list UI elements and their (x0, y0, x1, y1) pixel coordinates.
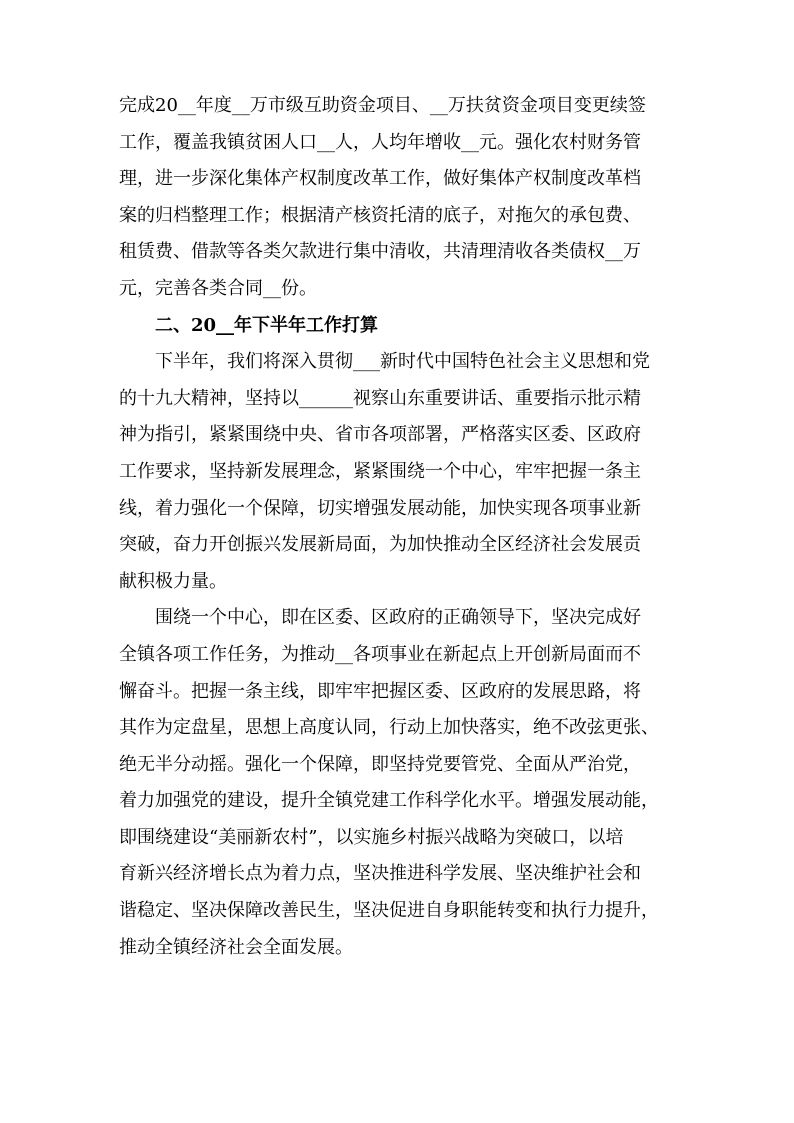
text-line: 理，进一步深化集体产权制度改革工作，做好集体产权制度改革档 (119, 168, 641, 190)
text-line: 线，着力强化一个保障，切实增强发展动能，加快实现各项事业新 (119, 497, 641, 519)
text-line: 围绕一个中心，即在区委、区政府的正确领导下，坚决完成好 (119, 607, 641, 629)
text-line: 的十九大精神，坚持以______视察山东重要讲话、重要指示批示精 (119, 387, 641, 409)
text-line: 懈奋斗。把握一条主线，即牢牢把握区委、区政府的发展思路，将 (119, 680, 641, 702)
text-line: 案的归档整理工作；根据清产核资托清的底子，对拖欠的承包费、 (119, 204, 641, 226)
text-line: 工作要求，坚持新发展理念，紧紧围绕一个中心，牢牢把握一条主 (119, 460, 641, 482)
text-line: 推动全镇经济社会全面发展。 (119, 936, 353, 958)
text-line: 其作为定盘星，思想上高度认同，行动上加快落实，绝不改弦更张、 (119, 717, 659, 739)
text-line: 租赁费、借款等各类欠款进行集中清收，共清理清收各类债权__万 (119, 241, 641, 263)
document-body (119, 88, 685, 966)
text-line: 献积极力量。 (119, 570, 227, 592)
text-line: 元，完善各类合同__份。 (119, 277, 317, 299)
text-line: 谐稳定、坚决保障改善民生，坚决促进自身职能转变和执行力提升， (119, 900, 659, 922)
text-line: 突破，奋力开创振兴发展新局面，为加快推动全区经济社会发展贡 (119, 534, 641, 556)
text-line: 育新兴经济增长点为着力点，坚决推进科学发展、坚决维护社会和 (119, 863, 641, 885)
text-line: 即围绕建设“美丽新农村”，以实施乡村振兴战略为突破口，以培 (119, 826, 624, 848)
text-line: 绝无半分动摇。强化一个保障，即坚持党要管党、全面从严治党， (119, 753, 641, 775)
text-line: 神为指引，紧紧围绕中央、省市各项部署，严格落实区委、区政府 (119, 424, 641, 446)
section-heading: 二、20__年下半年工作打算 (119, 314, 379, 336)
text-line: 完成20__年度__万市级互助资金项目、__万扶贫资金项目变更续签 (119, 95, 646, 116)
text-line: 全镇各项工作任务，为推动__各项事业在新起点上开创新局面而不 (119, 643, 641, 665)
text-line: 下半年，我们将深入贯彻___新时代中国特色社会主义思想和党 (119, 351, 650, 373)
text-line: 工作，覆盖我镇贫困人口__人，人均年增收__元。强化农村财务管 (119, 131, 641, 153)
text-line: 着力加强党的建设，提升全镇党建工作科学化水平。增强发展动能， (119, 790, 659, 812)
